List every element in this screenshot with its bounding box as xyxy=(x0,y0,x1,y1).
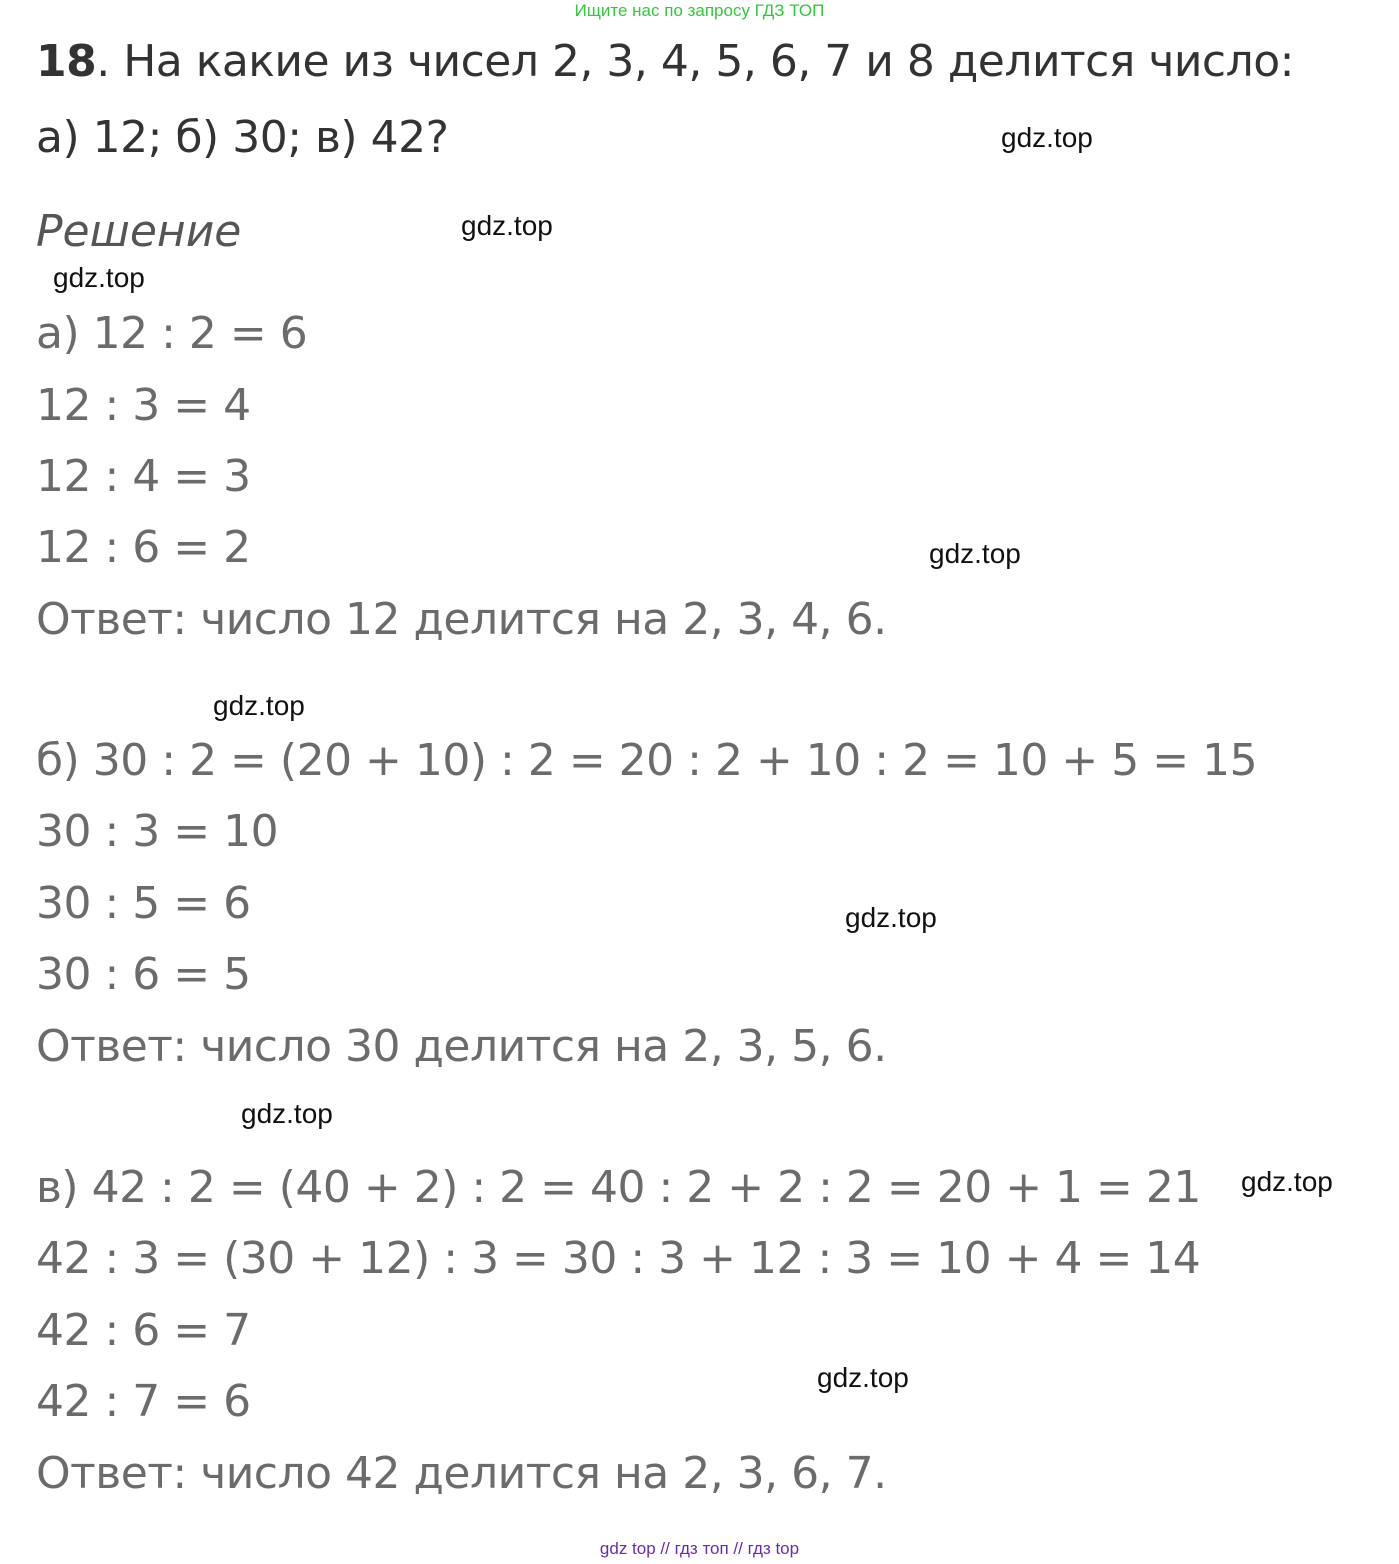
part-c-line-3: 42 : 6 = 7 xyxy=(36,1305,251,1356)
part-a-line-3: 12 : 4 = 3 xyxy=(36,451,251,502)
watermark: gdz.top xyxy=(53,262,145,293)
part-b-line-1: б) 30 : 2 = (20 + 10) : 2 = 20 : 2 + 10 : 2 = 10 + 5 = 15 xyxy=(36,735,1258,786)
part-b-line-3: 30 : 5 = 6 xyxy=(36,878,251,929)
watermark: gdz.top xyxy=(241,1098,333,1129)
part-b-answer: Ответ: число 30 делится на 2, 3, 5, 6. xyxy=(36,1021,887,1072)
part-a-line-4: 12 : 6 = 2 xyxy=(36,522,251,573)
part-c-answer: Ответ: число 42 делится на 2, 3, 6, 7. xyxy=(36,1448,887,1499)
part-c-line-2: 42 : 3 = (30 + 12) : 3 = 30 : 3 + 12 : 3 = 10 + 4 = 14 xyxy=(36,1233,1201,1284)
watermark: gdz.top xyxy=(845,902,937,933)
question-text: . На какие из чисел 2, 3, 4, 5, 6, 7 и 8 делится число: xyxy=(96,36,1294,87)
watermark: gdz.top xyxy=(1001,122,1093,153)
top-banner: Ищите нас по запросу ГДЗ ТОП xyxy=(574,1,825,20)
footer: gdz top // гдз топ // гдз top xyxy=(599,1539,800,1558)
solution-title: Решение xyxy=(36,206,242,257)
watermark: gdz.top xyxy=(929,538,1021,569)
part-a-line-1: а) 12 : 2 = 6 xyxy=(36,308,308,359)
part-a-line-2: 12 : 3 = 4 xyxy=(36,380,251,431)
task-number: 18 xyxy=(36,36,97,87)
part-b-line-2: 30 : 3 = 10 xyxy=(36,806,279,857)
part-c-line-1: в) 42 : 2 = (40 + 2) : 2 = 40 : 2 + 2 : 2 = 20 + 1 = 21 xyxy=(36,1162,1201,1213)
part-c-line-4: 42 : 7 = 6 xyxy=(36,1376,251,1427)
watermark: gdz.top xyxy=(817,1362,909,1393)
question-line-2: а) 12; б) 30; в) 42? xyxy=(36,112,449,163)
part-b-line-4: 30 : 6 = 5 xyxy=(36,949,251,1000)
part-a-answer: Ответ: число 12 делится на 2, 3, 4, 6. xyxy=(36,594,887,645)
watermark: gdz.top xyxy=(1241,1166,1333,1197)
watermark: gdz.top xyxy=(461,210,553,241)
question-line-1 xyxy=(36,36,1294,87)
watermark: gdz.top xyxy=(213,690,305,721)
